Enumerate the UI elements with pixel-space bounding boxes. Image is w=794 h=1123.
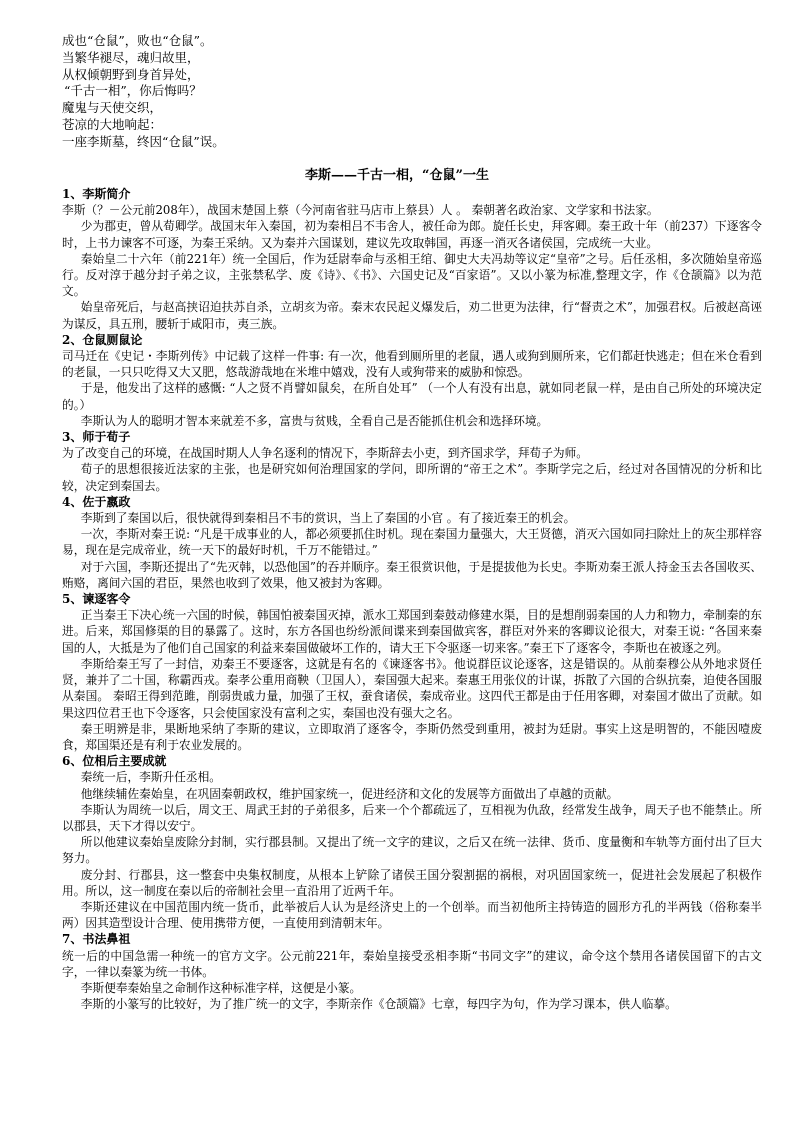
paragraph: 李斯（？－公元前208年），战国末楚国上蔡（今河南省驻马店市上蔡县）人 。 秦朝著名政治家、文学家和书法家。 — [62, 203, 659, 218]
section-heading: 7、书法鼻祖 — [62, 932, 131, 947]
paragraph: 一次，李斯对秦王说: “凡是干成事业的人，都必须要抓住时机。现在秦国力量强大，大王贤德，消灭六国如同扫除灶上的灰尘那样容易，现在是完成帝业，统一天下的最好时机，千万不能错过。” — [62, 527, 762, 558]
poem-line: “千古一相”，你后悔吗？ — [64, 83, 202, 99]
poem-line: 苍凉的大地响起： — [62, 116, 163, 132]
section-heading: 4、佐于嬴政 — [62, 494, 131, 509]
paragraph: 李斯便奉秦始皇之命制作这种标准字样，这便是小篆。 — [80, 980, 362, 995]
paragraph: 废分封、行郡县，这一整套中央集权制度，从根本上铲除了诸侯王国分裂割据的祸根，对巩固国家统一，促进社会发展起了积极作用。所以，这一制度在秦以后的帝制社会里一直沿用了近两千年。 — [62, 867, 762, 898]
paragraph: 司马迁在《史记・李斯列传》中记载了这样一件事: 有一次，他看到厕所里的老鼠，遇人或狗到厕所来，它们都赶快逃走；但在米仓看到的老鼠，一只只吃得又大又肥，悠哉游哉地在米堆中嬉戏，没有人或狗带来的威胁和惊恐。 — [62, 349, 762, 380]
article-body — [62, 186, 762, 1012]
section-heading: 6、位相后主要成就 — [62, 754, 167, 769]
poem-line: 一座李斯墓，终因“仓鼠”误。 — [62, 133, 225, 149]
paragraph: 所以他建议秦始皇废除分封制，实行郡县制。又提出了统一文字的建议，之后又在统一法律、货币、度量衡和车轨等方面付出了巨大努力。 — [62, 835, 762, 866]
intro-poem — [62, 33, 742, 151]
paragraph: 秦王明辨是非，果断地采纳了李斯的建议，立即取消了逐客令，李斯仍然受到重用，被封为廷尉。事实上这是明智的，不能因噎废食，郑国渠还是有利于农业发展的。 — [62, 721, 762, 752]
paragraph: 李斯的小篆写的比较好，为了推广统一的文字，李斯亲作《仓颉篇》七章，每四字为句，作为学习课本，供人临摹。 — [80, 997, 677, 1012]
poem-line: 从权倾朝野到身首异处， — [62, 66, 200, 82]
poem-line: 成也“仓鼠”，败也“仓鼠”。 — [62, 33, 213, 48]
paragraph: 正当秦王下决心统一六国的时候，韩国怕被秦国灭掉，派水工郑国到秦鼓动修建水渠，目的是想削弱秦国的人力和物力，牵制秦的东进。后来，郑国修渠的目的暴露了。这时，东方各国也纷纷派间谍来到秦国做宾客，群臣对外来的客卿议论很大，对秦王说: “各国来秦国的人，大抵是为了他们自己国家的利益来秦国做破坏工作的，请大王下令驱逐一切来客。”秦王下了逐客令，李斯也在被逐之列。 — [62, 608, 762, 655]
paragraph: 李斯到了秦国以后，很快就得到秦相吕不韦的赏识，当上了秦国的小官 。有了接近秦王的机会。 — [80, 511, 576, 526]
paragraph: 始皇帝死后，与赵高挟诏迫扶苏自杀，立胡亥为帝。秦末农民起义爆发后，劝二世更为法律，行“督责之术”，加强君权。后被赵高诬为谋反，具五刑，腰斩于咸阳市，夷三族。 — [62, 300, 762, 331]
paragraph: 他继续辅佐秦始皇，在巩固秦朝政权，维护国家统一，促进经济和文化的发展等方面做出了卓越的贡献。 — [80, 786, 619, 801]
article-title: 李斯——千古一相，“仓鼠”一生 — [305, 168, 489, 183]
paragraph: 秦始皇二十六年（前221年）统一全国后，作为廷尉奉命与丞相王绾、御史大夫冯劫等议定“皇帝”之号。后任丞相，多次随始皇帝巡行。反对淳于越分封子弟之议，主张禁私学、废《诗》、《书》、六国史记及“百家语”。又以小篆为标准,整理文字，作《仓颉篇》以为范文。 — [62, 251, 762, 299]
paragraph: 对于六国，李斯还提出了“先灭韩，以恐他国”的吞并顺序。秦王很赏识他，于是提拔他为长史。李斯劝秦王派人持金玉去各国收买、贿赂，离间六国的君臣，果然也收到了效果，他又被封为客卿。 — [62, 559, 762, 590]
paragraph: 李斯还建议在中国范围内统一货币，此举被后人认为是经济史上的一个创举。而当初他所主持铸造的圆形方孔的半两钱（俗称秦半两）因其造型设计合理、使用携带方便，一直使用到清朝末年。 — [62, 899, 762, 931]
paragraph: 李斯认为人的聪明才智本来就差不多，富贵与贫贱，全看自己是否能抓住机会和选择环境。 — [80, 413, 549, 428]
poem-line: 当繁华褪尽，魂归故里， — [62, 49, 200, 65]
poem-line: 魔鬼与天使交织， — [62, 100, 163, 116]
paragraph: 统一后的中国急需一种统一的官方文字。公元前221年，秦始皇接受丞相李斯“书同文字”的建议，命令这个禁用各诸侯国留下的古文字，一律以秦篆为统一书体。 — [62, 948, 762, 979]
paragraph: 李斯给秦王写了一封信，劝秦王不要逐客，这就是有名的《谏逐客书》。他说群臣议论逐客，这是错误的。从前秦穆公从外地求贤任贤，兼并了二十国，称霸西戎。秦孝公重用商鞅（卫国人），秦国强大起来。秦惠王用张仪的计谋，拆散了六国的合纵抗秦，迫使各国服从秦国。 秦昭王得到范雎，削弱贵戚力量，加强了王权，蚕食诸侯，秦成帝业。这四代王都是由于任用客卿，对秦国才做出了贡献。如果这四位君王也下令逐客，只会使国家没有富利之实，秦国也没有强大之名。 — [62, 656, 762, 720]
section-heading: 2、仓鼠厕鼠论 — [62, 332, 143, 347]
paragraph: 李斯认为周统一以后，周文王、周武王封的子弟很多，后来一个个都疏远了，互相视为仇敌，经常发生战争，周天子也不能禁止。所以郡县，天下才得以安宁。 — [62, 802, 762, 833]
paragraph: 为了改变自己的环境，在战国时期人人争名逐利的情况下，李斯辞去小吏，到齐国求学，拜荀子为师。 — [62, 446, 588, 461]
paragraph: 少为郡吏，曾从荀卿学。战国末年入秦国，初为秦相吕不韦舍人，被任命为郎。旋任长史，拜客卿。秦王政十年（前237）下逐客令时，上书力谏客不可逐，为秦王采纳。又为秦并六国谋划，建议先攻取韩国，再逐一消灭各诸侯国，完成统一大业。 — [62, 219, 762, 250]
section-heading: 5、谏逐客令 — [62, 592, 131, 607]
paragraph: 于是，他发出了这样的感慨: “人之贤不肖譬如鼠矣，在所自处耳” （一个人有没有出息，就如同老鼠一样，是由自己所处的环境决定的。） — [62, 381, 762, 412]
paragraph: 荀子的思想很接近法家的主张，也是研究如何治理国家的学问，即所谓的“帝王之术”。李斯学完之后，经过对各国情况的分析和比较，决定到秦国去。 — [62, 462, 762, 493]
section-heading: 1、李斯简介 — [62, 187, 131, 201]
section-heading: 3、师于荀子 — [62, 430, 131, 445]
paragraph: 秦统一后，李斯升任丞相。 — [80, 770, 221, 785]
